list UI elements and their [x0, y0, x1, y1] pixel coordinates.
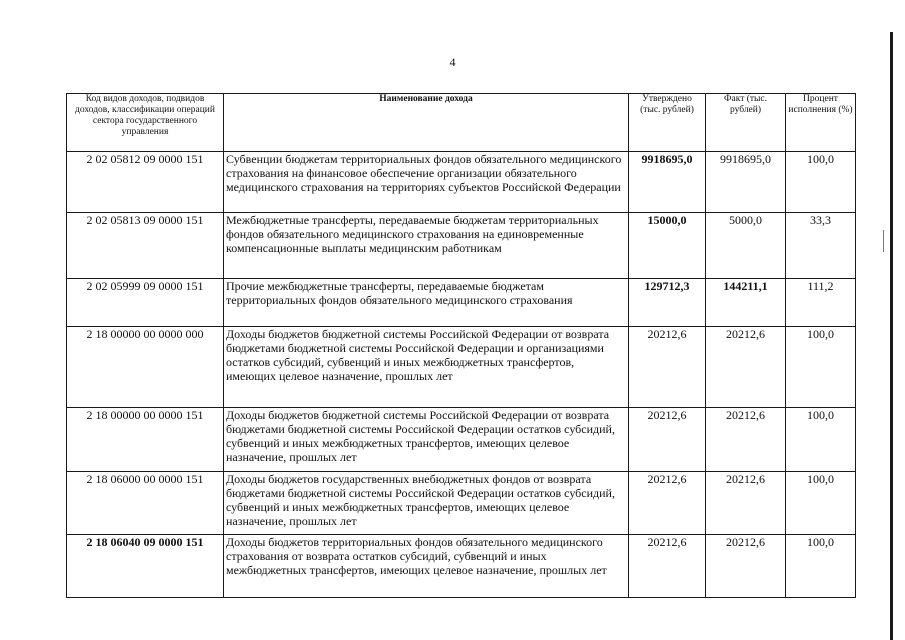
- table-row: [67, 535, 856, 598]
- row-name: Доходы бюджетов бюджетной системы Российской Федерации от возврата бюджетами бюджетной системы Российской Федерации остатков субсидий, субвенций и иных межбюджетных трансфертов, имеющих целевое назначение, прошлых лет: [224, 408, 629, 472]
- row-name: Доходы бюджетов территориальных фондов обязательного медицинского страхования от возврата остатков субсидий, субвенций и иных межбюджетных трансфертов, имеющих целевое назначение, прошлых лет: [224, 535, 629, 598]
- row-percent: 33,3: [786, 213, 856, 279]
- row-percent: 100,0: [786, 152, 856, 213]
- row-actual: 144211,1: [706, 279, 786, 327]
- row-actual: 20212,6: [706, 408, 786, 472]
- row-code: 2 02 05999 09 0000 151: [67, 279, 224, 327]
- table-row: [67, 279, 856, 327]
- table-row: [67, 152, 856, 213]
- row-percent: 100,0: [786, 408, 856, 472]
- row-approved: 20212,6: [629, 327, 706, 408]
- header-percent: Процент исполнения (%): [786, 94, 856, 152]
- table-row: [67, 408, 856, 472]
- row-approved: 15000,0: [629, 213, 706, 279]
- table-row: [67, 327, 856, 408]
- right-margin-rule: [890, 32, 893, 640]
- row-name: Межбюджетные трансферты, передаваемые бюджетам территориальных фондов обязательного медицинского страхования на единовременные компенсационные выплаты медицинским работникам: [224, 213, 629, 279]
- row-code: 2 18 00000 00 0000 151: [67, 408, 224, 472]
- row-code: 2 18 06000 00 0000 151: [67, 472, 224, 535]
- row-percent: 100,0: [786, 472, 856, 535]
- row-code: 2 02 05813 09 0000 151: [67, 213, 224, 279]
- row-approved: 9918695,0: [629, 152, 706, 213]
- header-approved: Утверждено (тыс. рублей): [629, 94, 706, 152]
- row-name: Прочие межбюджетные трансферты, передаваемые бюджетам территориальных фондов обязательного медицинского страхования: [224, 279, 629, 327]
- row-percent: 100,0: [786, 327, 856, 408]
- row-code: 2 18 06040 09 0000 151: [67, 535, 224, 598]
- row-percent: 111,2: [786, 279, 856, 327]
- header-actual: Факт (тыс. рублей): [706, 94, 786, 152]
- row-code: 2 18 00000 00 0000 000: [67, 327, 224, 408]
- table-header-row: [67, 94, 856, 152]
- row-approved: 129712,3: [629, 279, 706, 327]
- revenue-table: [66, 93, 856, 598]
- margin-mark: [883, 230, 884, 252]
- row-name: Доходы бюджетов бюджетной системы Российской Федерации от возврата бюджетами бюджетной системы Российской Федерации и организациями остатков субсидий, субвенций и иных межбюджетных трансфертов, имеющих целевое назначение, прошлых лет: [224, 327, 629, 408]
- row-code: 2 02 05812 09 0000 151: [67, 152, 224, 213]
- header-name: Наименование дохода: [224, 94, 629, 152]
- row-actual: 20212,6: [706, 535, 786, 598]
- table-row: [67, 472, 856, 535]
- page-number: 4: [449, 55, 456, 69]
- row-approved: 20212,6: [629, 408, 706, 472]
- row-approved: 20212,6: [629, 472, 706, 535]
- row-name: Доходы бюджетов государственных внебюджетных фондов от возврата бюджетами бюджетной системы Российской Федерации остатков субсидий, субвенций и иных межбюджетных трансфертов, имеющих целевое назначение, прошлых лет: [224, 472, 629, 535]
- table-row: [67, 213, 856, 279]
- row-actual: 5000,0: [706, 213, 786, 279]
- row-approved: 20212,6: [629, 535, 706, 598]
- row-actual: 20212,6: [706, 472, 786, 535]
- row-percent: 100,0: [786, 535, 856, 598]
- header-code: Код видов доходов, подвидов доходов, классификации операций сектора государственного управления: [67, 94, 224, 152]
- row-actual: 20212,6: [706, 327, 786, 408]
- row-name: Субвенции бюджетам территориальных фондов обязательного медицинского страхования на финансовое обеспечение организации обязательного медицинского страхования на территориях субъектов Российской Федерации: [224, 152, 629, 213]
- row-actual: 9918695,0: [706, 152, 786, 213]
